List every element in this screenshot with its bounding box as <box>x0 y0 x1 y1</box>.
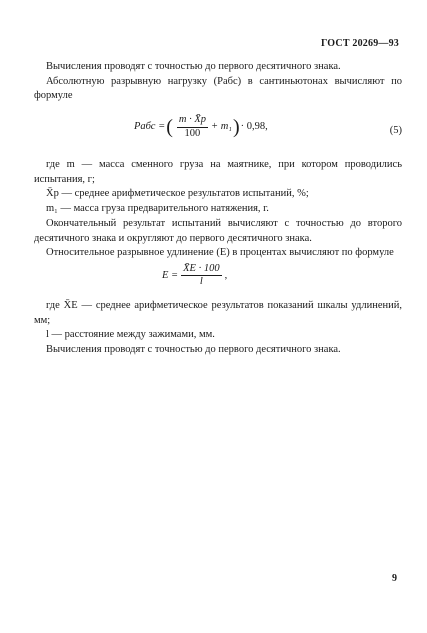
formula-elongation-denominator: l <box>199 276 203 288</box>
paragraph-final-result: Окончательный результат испытаний вычисляют с точностью до второго десятичного знака и округляют до первого десятичного знака. <box>34 217 402 244</box>
definition-xe: где X̄E — среднее арифметическое результатов показаний шкалы удлинений, мм; <box>34 299 402 326</box>
formula-5-denominator: 100 <box>184 127 201 139</box>
formula-5-plus-term: + m₁ <box>210 120 232 132</box>
definition-xp: X̄р — среднее арифметическое результатов испытаний, %; <box>46 188 309 200</box>
definition-m: где m — масса сменного груза на маятнике, при котором проводились испытания, г; <box>34 159 402 185</box>
paragraph-load-intro: Абсолютную разрывную нагрузку (Pабс) в сантиньютонах вычисляют по формуле <box>34 75 402 102</box>
formula-5 <box>34 110 402 150</box>
formula-elongation-lhs: E = <box>162 269 179 281</box>
formula-5-close-paren: ) <box>232 116 240 139</box>
standard-header: ГОСТ 20269—93 <box>320 38 399 49</box>
formula-5-tail: · 0,98, <box>240 120 268 132</box>
formula-elongation-numerator: X̄E · 100 <box>181 263 221 277</box>
formula-5-numerator: m · X̄р <box>177 114 208 128</box>
formula-elongation-fraction <box>181 263 221 289</box>
formula-elongation-tail: , <box>224 269 228 281</box>
formula-5-number: (5) <box>389 125 402 137</box>
formula-5-open-paren: ( <box>166 116 173 139</box>
paragraph-elongation-intro: Относительное разрывное удлинение (E) в процентах вычисляют по формуле <box>46 247 394 259</box>
definition-m1: m₁ — масса груза предварительного натяжения, г. <box>46 203 269 215</box>
paragraph-precision-2: Вычисления проводят с точностью до первого десятичного знака. <box>46 343 341 355</box>
paragraph-precision-1: Вычисления проводят с точностью до первого десятичного знака. <box>46 61 341 72</box>
page-number: 9 <box>392 573 397 584</box>
definition-l: l — расстояние между зажимами, мм. <box>46 329 215 341</box>
document-body <box>34 60 402 358</box>
formula-elongation <box>34 263 402 293</box>
formula-5-lhs: Pабс = <box>134 120 166 132</box>
formula-5-fraction <box>177 114 208 140</box>
